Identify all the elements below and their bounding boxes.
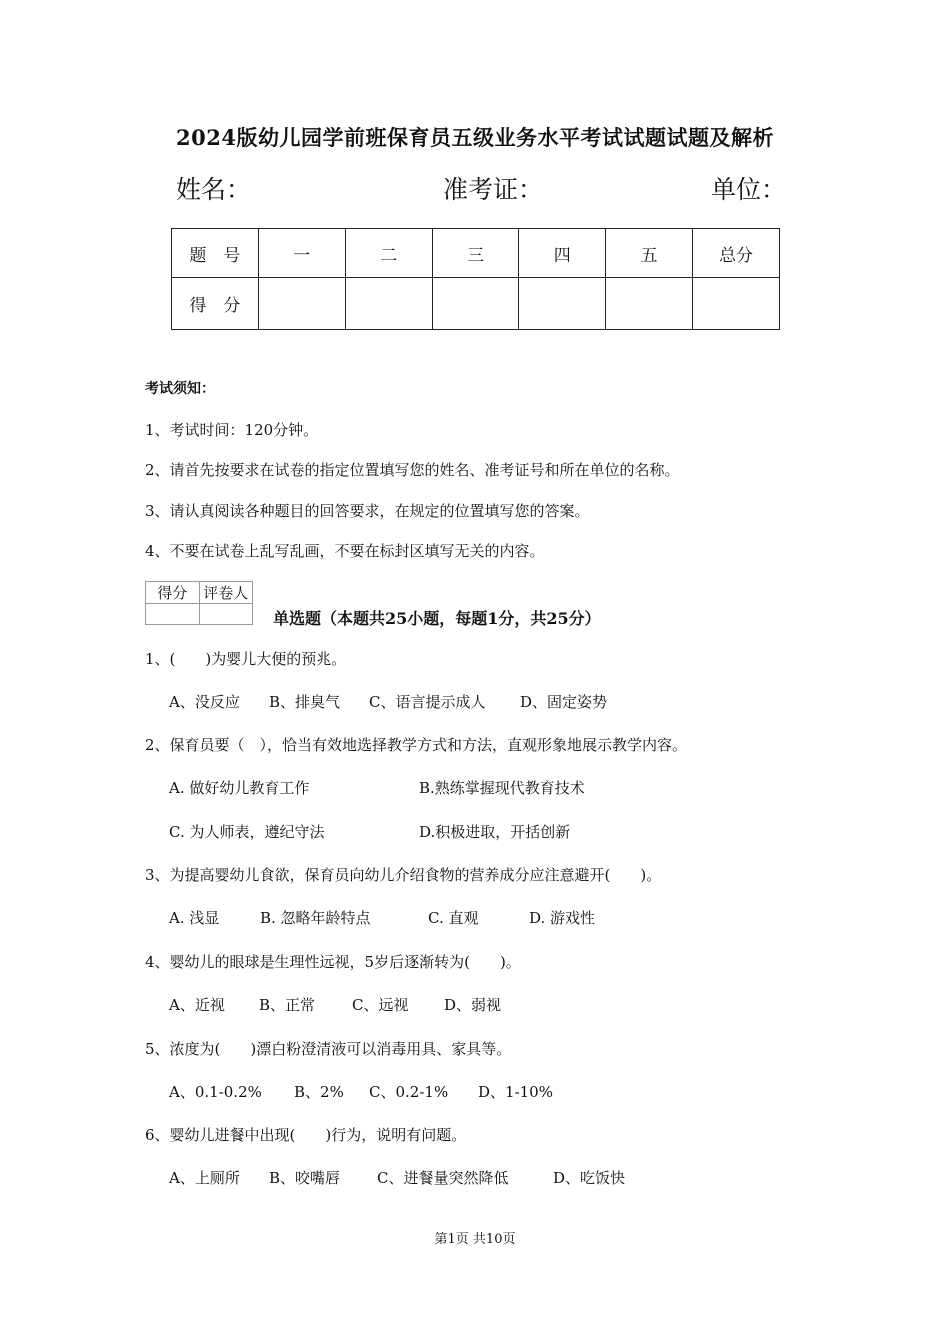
question-option[interactable]: C、远视 xyxy=(352,996,409,1014)
notice-item: 4、不要在试卷上乱写乱画，不要在标封区填写无关的内容。 xyxy=(145,542,545,560)
name-label: 姓名： xyxy=(176,175,252,204)
question-stem: 3、为提高婴幼儿食欲，保育员向幼儿介绍食物的营养成分应注意避开( )。 xyxy=(145,866,662,884)
grader-score-cell[interactable] xyxy=(146,604,200,625)
score-cell[interactable] xyxy=(258,278,345,330)
score-cell[interactable] xyxy=(345,278,432,330)
question-option[interactable]: C、进餐量突然降低 xyxy=(377,1169,509,1187)
notice-item: 3、请认真阅读各种题目的回答要求，在规定的位置填写您的答案。 xyxy=(145,502,590,520)
score-table-column: 二 xyxy=(345,229,432,278)
question-option[interactable]: A. 做好幼儿教育工作 xyxy=(169,779,310,797)
score-cell[interactable] xyxy=(606,278,693,330)
score-cell[interactable] xyxy=(519,278,606,330)
notice-item: 1、考试时间：120分钟。 xyxy=(145,421,319,439)
question-stem: 1、( )为婴儿大便的预兆。 xyxy=(145,650,347,668)
question-option[interactable]: A、没反应 xyxy=(169,693,240,711)
score-table-column-total: 总分 xyxy=(693,229,780,278)
grader-score-label: 得分 xyxy=(146,582,200,604)
score-cell[interactable] xyxy=(432,278,519,330)
exam-id-label: 准考证： xyxy=(443,175,544,204)
question-option[interactable]: C. 直观 xyxy=(428,909,479,927)
page-footer: 第1页 共10页 xyxy=(434,1232,516,1247)
question-option[interactable]: A、近视 xyxy=(169,996,225,1014)
unit-label: 单位： xyxy=(711,175,787,204)
question-option[interactable]: C、0.2-1% xyxy=(369,1083,449,1101)
grader-name-cell[interactable] xyxy=(199,604,253,625)
score-cell-total[interactable] xyxy=(693,278,780,330)
score-table-header-label: 题 号 xyxy=(172,229,259,278)
grader-box xyxy=(145,581,253,625)
question-option[interactable]: D、1-10% xyxy=(478,1083,553,1101)
score-table-column: 四 xyxy=(519,229,606,278)
grader-name-label: 评卷人 xyxy=(199,582,253,604)
question-stem: 5、浓度为( )漂白粉澄清液可以消毒用具、家具等。 xyxy=(145,1040,512,1058)
section-title: 单选题（本题共25小题，每题1分，共25分） xyxy=(273,609,601,628)
question-option[interactable]: B、正常 xyxy=(259,996,316,1014)
question-option[interactable]: C、语言提示成人 xyxy=(369,693,486,711)
score-table-score-label: 得 分 xyxy=(172,278,259,330)
question-option[interactable]: D、吃饭快 xyxy=(553,1169,626,1187)
score-table-header-row xyxy=(172,229,780,278)
question-stem: 2、保育员要（ ），恰当有效地选择教学方式和方法，直观形象地展示教学内容。 xyxy=(145,736,688,754)
score-table-column: 三 xyxy=(432,229,519,278)
score-table-score-row xyxy=(172,278,780,330)
question-option[interactable]: B、排臭气 xyxy=(269,693,341,711)
notice-heading: 考试须知： xyxy=(145,381,215,397)
question-option[interactable]: B、2% xyxy=(294,1083,344,1101)
question-option[interactable]: A. 浅显 xyxy=(169,909,220,927)
question-option[interactable]: D、弱视 xyxy=(444,996,502,1014)
score-table-column: 一 xyxy=(258,229,345,278)
notice-item: 2、请首先按要求在试卷的指定位置填写您的姓名、准考证号和所在单位的名称。 xyxy=(145,461,680,479)
document-title: 2024版幼儿园学前班保育员五级业务水平考试试题试题及解析 xyxy=(176,125,774,150)
question-option[interactable]: D.积极进取，开括创新 xyxy=(419,823,571,841)
question-option[interactable]: C. 为人师表，遵纪守法 xyxy=(169,823,325,841)
question-option[interactable]: D. 游戏性 xyxy=(529,909,596,927)
question-option[interactable]: A、上厕所 xyxy=(169,1169,240,1187)
question-stem: 4、婴幼儿的眼球是生理性远视，5岁后逐渐转为( )。 xyxy=(145,953,521,971)
question-option[interactable]: D、固定姿势 xyxy=(520,693,608,711)
score-table-column: 五 xyxy=(606,229,693,278)
score-table xyxy=(171,228,780,330)
question-option[interactable]: B、咬嘴唇 xyxy=(269,1169,341,1187)
question-option[interactable]: B. 忽略年龄特点 xyxy=(260,909,371,927)
question-option[interactable]: A、0.1-0.2% xyxy=(169,1083,262,1101)
question-stem: 6、婴幼儿进餐中出现( )行为，说明有问题。 xyxy=(145,1126,467,1144)
question-option[interactable]: B.熟练掌握现代教育技术 xyxy=(419,779,585,797)
